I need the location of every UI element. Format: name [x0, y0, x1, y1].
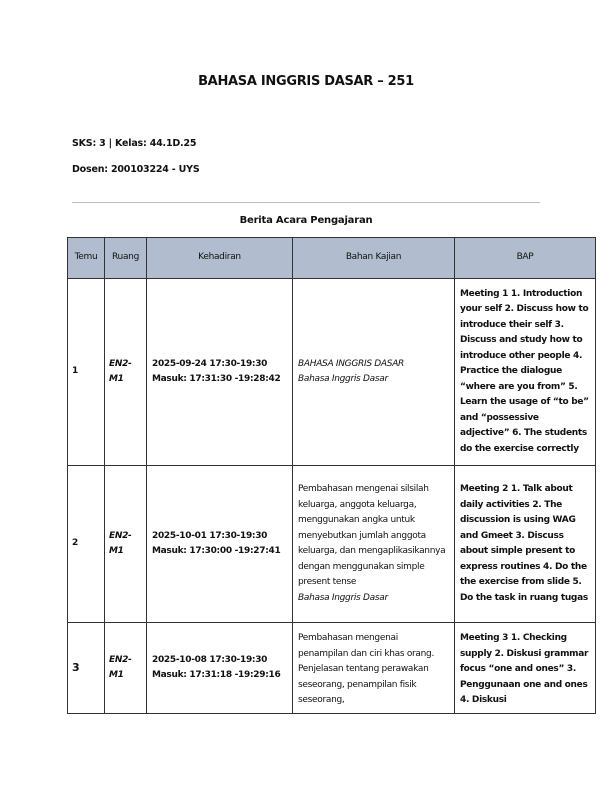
header-temu: Temu — [68, 238, 105, 279]
check-in-time: Masuk: 17:30:00 -19:27:41 — [152, 546, 281, 556]
cell-bahan-kajian — [293, 279, 455, 466]
cell-ruang: EN2-M1 — [105, 279, 147, 466]
sks-class-info: SKS: 3 | Kelas: 44.1D.25 — [72, 138, 197, 149]
section-title: Berita Acara Pengajaran — [239, 215, 373, 226]
table-row — [68, 279, 596, 466]
cell-bahan-kajian — [293, 623, 455, 714]
header-bahan-kajian: Bahan Kajian — [293, 238, 455, 279]
cell-ruang: EN2-M1 — [105, 466, 147, 623]
schedule-time: 2025-09-24 17:30-19:30 — [152, 358, 268, 369]
schedule-time: 2025-10-08 17:30-19:30 — [152, 654, 268, 665]
cell-bap: Meeting 1 1. Introduction your self 2. Discuss how to introduce their self 3. Discuss and study how to introduce other people 4. Practice the dialogue “where are you from” 5. Learn the usage of “to be” and “possessive adjective” 6. The students do the exercise correctly — [455, 279, 596, 466]
cell-kehadiran — [147, 466, 293, 623]
header-bap: BAP — [455, 238, 596, 279]
cell-bap — [455, 623, 596, 714]
cell-temu: 1 — [68, 279, 105, 466]
cell-kehadiran — [147, 623, 293, 714]
cell-ruang: EN2-M1 — [105, 623, 147, 714]
cell-bahan-kajian — [293, 466, 455, 623]
check-in-time: Masuk: 17:31:18 -19:29:16 — [152, 670, 281, 680]
table-header-row — [68, 238, 596, 279]
teaching-record-table — [67, 237, 596, 714]
page-title: BAHASA INGGRIS DASAR – 251 — [198, 74, 414, 89]
schedule-time: 2025-10-01 17:30-19:30 — [152, 530, 268, 541]
header-kehadiran: Kehadiran — [147, 238, 293, 279]
course-name: Bahasa Inggris Dasar — [298, 592, 388, 603]
topic-description: BAHASA INGGRIS DASAR — [298, 358, 405, 369]
cell-kehadiran — [147, 279, 293, 466]
table-row — [68, 466, 596, 623]
topic-description: Pembahasan mengenai silsilah keluarga, anggota keluarga, menggunakan angka untuk menyebutkan jumlah anggota keluarga, dan mengaplikasikannya dengan menggunakan simple present tense — [298, 484, 446, 587]
header-ruang: Ruang — [105, 238, 147, 279]
topic-description: Pembahasan mengenai penampilan dan ciri khas orang. Penjelasan tentang perawakan seseorang, penampilan fisik seseorang, — [298, 633, 435, 705]
cell-temu: 3 — [68, 623, 105, 714]
bap-text: Meeting 3 1. Checking supply 2. Diskusi grammar focus “one and ones” 3. Penggunaan one and ones 4. Diskusi — [460, 633, 589, 705]
divider — [72, 202, 540, 203]
table-row — [68, 623, 596, 714]
check-in-time: Masuk: 17:31:30 -19:28:42 — [152, 374, 281, 384]
course-name: Bahasa Inggris Dasar — [298, 374, 388, 384]
cell-temu: 2 — [68, 466, 105, 623]
cell-bap: Meeting 2 1. Talk about daily activities 2. The discussion is using WAG and Gmeet 3. Discuss about simple present to express routines 4. Do the the exercise from slide 5. Do the task in ruang tugas — [455, 466, 596, 623]
lecturer-info: Dosen: 200103224 - UYS — [72, 164, 200, 175]
